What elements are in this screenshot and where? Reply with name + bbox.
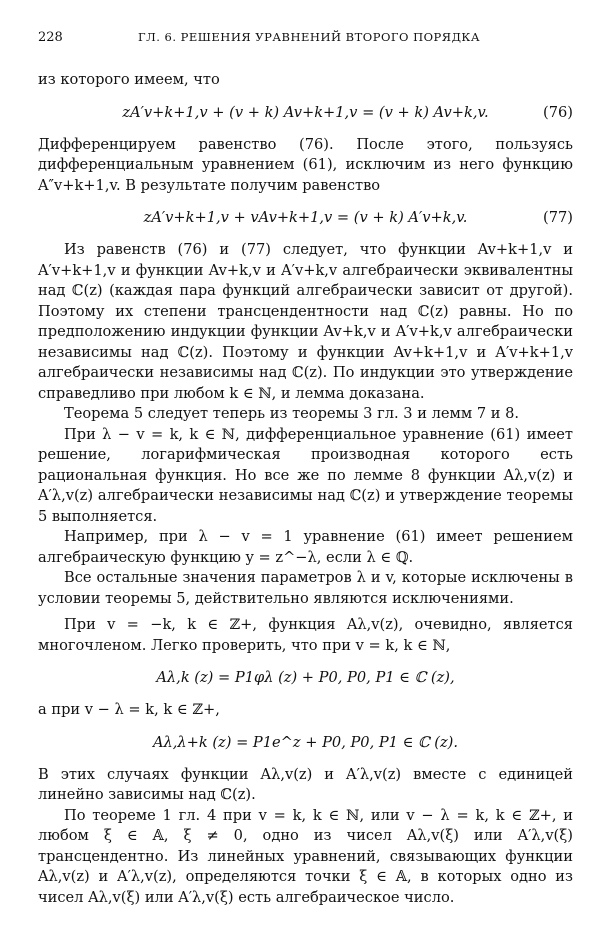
paragraph: Все остальные значения параметров λ и v, которые исключены в условии теоремы 5, действительно являются исключениями.: [38, 569, 573, 607]
paragraph: Например, при λ − v = 1 уравнение (61) имеет решением алгебраическую функцию y = z^−λ, если λ ∈ ℚ.: [38, 528, 573, 566]
equation-number: (76): [543, 103, 573, 121]
page-number: 228: [38, 30, 63, 45]
equation-number: (77): [543, 209, 573, 226]
paragraph: При λ − v = k, k ∈ ℕ, дифференциальное уравнение (61) имеет решение, логарифмическая производная которого есть рациональная функция. Но все же по лемме 8 функции Aλ,v(z) и A′λ,v(z) алгебраически независимы над ℂ(z) и утверждение теоремы 5 выполняется.: [38, 425, 573, 525]
paragraph: При v = −k, k ∈ ℤ+, функция Aλ,v(z), очевидно, является многочленом. Легко проверить, что при v = k, k ∈ ℕ,: [38, 616, 573, 654]
paragraph: По теореме 1 гл. 4 при v = k, k ∈ ℕ, или v − λ = k, k ∈ ℤ+, и любом ξ ∈ 𝔸, ξ ≠ 0, одно из чисел Aλ,v(ξ) или A′λ,v(ξ) трансцендентно. Из линейных уравнений, связывающих функции Aλ,v(z) и A′λ,v(z), определяются точки ξ ∈ 𝔸, в которых одно из чисел Aλ,v(ξ) или A′λ,v(ξ) есть алгебраическое число.: [38, 806, 573, 906]
equation-77: [38, 207, 573, 229]
equation-76: [38, 102, 573, 124]
page-body: [38, 70, 573, 908]
paragraph: Из равенств (76) и (77) следует, что функции Av+k+1,v и A′v+k+1,v и функции Av+k,v и A′v+k,v алгебраически эквивалентны над ℂ(z) (каждая пара функций алгебраически зависит от другой). Поэтому их степени трансцендентности над ℂ(z) равны. Но по предположению индукции функции Av+k,v и A′v+k,v алгебраически независимы над ℂ(z). Поэтому и функции Av+k+1,v и A′v+k+1,v алгебраически независимы над ℂ(z). По индукции это утверждение справедливо при любом k ∈ ℕ, и лемма доказана.: [38, 241, 573, 402]
paragraph: из которого имеем, что: [38, 71, 220, 88]
equation-text: Aλ,k (z) = P1φλ (z) + P0, P0, P1 ∈ ℂ (z),: [156, 669, 455, 686]
running-title: ГЛ. 6. РЕШЕНИЯ УРАВНЕНИЙ ВТОРОГО ПОРЯДКА: [138, 30, 481, 44]
paragraph: а при v − λ = k, k ∈ ℤ+,: [38, 701, 220, 718]
equation-text: Aλ,λ+k (z) = P1e^z + P0, P0, P1 ∈ ℂ (z).: [152, 733, 459, 751]
equation-text: zA′v+k+1,v + (v + k) Av+k+1,v = (v + k) Av+k,v.: [122, 103, 489, 121]
equation-a-lambda-lambda-k: [38, 732, 573, 754]
equation-text: zA′v+k+1,v + vAv+k+1,v = (v + k) A′v+k,v.: [143, 209, 468, 226]
paragraph: В этих случаях функции Aλ,v(z) и A′λ,v(z) вместе с единицей линейно зависимы над ℂ(z).: [38, 765, 573, 803]
paragraph: Теорема 5 следует теперь из теоремы 3 гл. 3 и лемм 7 и 8.: [64, 405, 520, 422]
page-header: [38, 30, 573, 50]
equation-a-lambda-k: [38, 667, 573, 689]
paragraph: Дифференцируем равенство (76). После этого, пользуясь дифференциальным уравнением (61), исключим из него функцию A″v+k+1,v. В результате получим равенство: [38, 135, 573, 194]
